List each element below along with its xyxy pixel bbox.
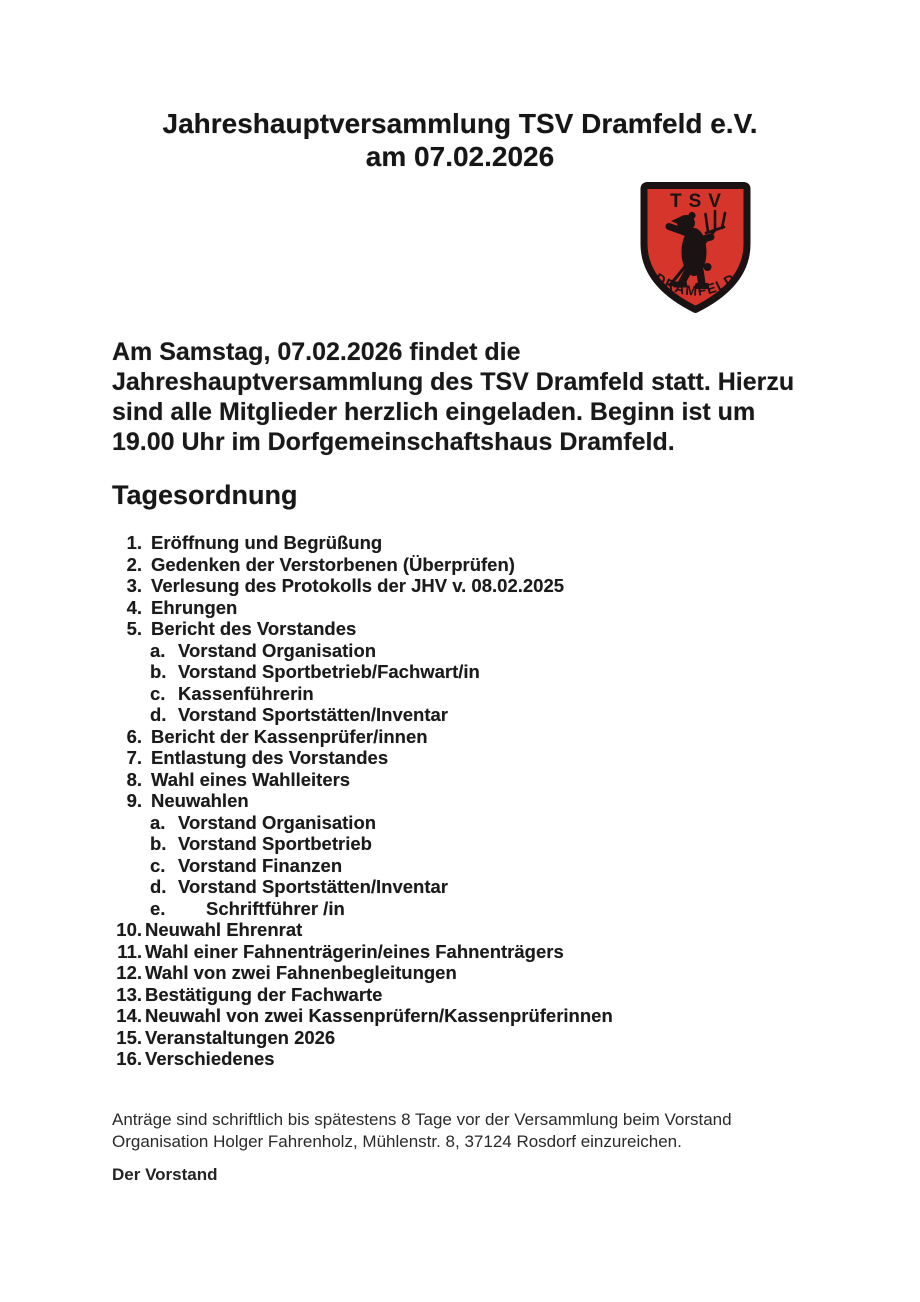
agenda-item-number: 7. (126, 747, 142, 768)
agenda-item-label: Wahl eines Wahlleiters (151, 768, 351, 790)
agenda-item-number: 5. (126, 618, 142, 639)
agenda-item-label: Verschiedenes (145, 1048, 275, 1069)
agenda-item (0, 984, 920, 1006)
agenda-item-label: Ehrungen (151, 596, 238, 618)
agenda-item (0, 941, 920, 963)
motions-note-line: Anträge sind schriftlich bis spätestens 8 Tage vor der Versammlung beim Vorstand (112, 1110, 732, 1129)
agenda-list (0, 532, 920, 1070)
agenda-item-label: Neuwahl von zwei Kassenprüfern/Kassenprüferinnen (145, 1005, 613, 1026)
agenda-subitem (0, 640, 920, 662)
agenda-subitem (0, 683, 920, 705)
agenda-item-number: a. (150, 639, 166, 661)
agenda-item-number: a. (150, 811, 166, 833)
agenda-item-label: Neuwahlen (151, 790, 249, 811)
agenda-item-number: b. (150, 833, 167, 854)
crest-shield-icon (633, 180, 758, 318)
crest-top-text: TSV (670, 191, 728, 212)
agenda-item-label: Eröffnung und Begrüßung (151, 532, 383, 553)
agenda-item-label: Vorstand Sportstätten/Inventar (178, 704, 449, 725)
page-title (0, 107, 920, 173)
agenda-item-label: Schriftführer /in (206, 897, 345, 919)
page-title-line1: Jahreshauptversammlung TSV Dramfeld e.V. (162, 108, 758, 139)
agenda-item-number: 14. (116, 1005, 142, 1026)
agenda-heading: Tagesordnung (112, 480, 298, 510)
agenda-item-label: Verlesung des Protokolls der JHV v. 08.02.2025 (151, 575, 565, 596)
agenda-item-label: Bestätigung der Fachwarte (145, 983, 383, 1005)
agenda-item-label: Entlastung des Vorstandes (151, 747, 389, 768)
agenda-item-label: Bericht des Vorstandes (151, 618, 357, 639)
agenda-subitem (0, 898, 920, 920)
agenda-item-number: 12. (116, 962, 142, 983)
agenda-item-number: 4. (126, 596, 142, 618)
intro-line: 19.00 Uhr im Dorfgemeinschaftshaus Dramfeld. (112, 428, 675, 456)
intro-line: Jahreshauptversammlung des TSV Dramfeld statt. Hierzu (112, 368, 795, 396)
agenda-item-number: 3. (126, 575, 142, 596)
agenda-item-number: 15. (116, 1026, 142, 1048)
intro-line: Am Samstag, 07.02.2026 findet die (112, 338, 521, 366)
agenda-item-label: Bericht der Kassenprüfer/innen (151, 725, 428, 747)
agenda-item (0, 597, 920, 619)
agenda-item (0, 769, 920, 791)
agenda-subitem (0, 833, 920, 855)
intro-paragraph (112, 337, 794, 457)
agenda-subitem (0, 876, 920, 898)
agenda-item-label: Vorstand Sportbetrieb/Fachwart/in (178, 661, 480, 682)
agenda-item-label: Neuwahl Ehrenrat (145, 919, 303, 940)
agenda-item (0, 747, 920, 769)
agenda-subitem (0, 812, 920, 834)
agenda-item-label: Wahl einer Fahnenträgerin/eines Fahnenträgers (145, 940, 564, 962)
agenda-item-label: Vorstand Finanzen (178, 854, 343, 876)
intro-line: sind alle Mitglieder herzlich eingeladen. Beginn ist um (112, 398, 756, 426)
crest-bottom-text: DRAMFELD (651, 269, 740, 299)
agenda-subitem (0, 661, 920, 683)
agenda-item-number: c. (150, 682, 166, 704)
agenda-item-label: Vorstand Sportbetrieb (178, 833, 372, 854)
agenda-item (0, 554, 920, 576)
agenda-item (0, 532, 920, 554)
agenda-item-number: e. (150, 897, 166, 919)
agenda-item (0, 962, 920, 984)
agenda-item-number: 10. (116, 919, 142, 940)
agenda-item-number: 2. (126, 553, 142, 575)
agenda-item-label: Vorstand Organisation (178, 811, 377, 833)
agenda-item-label: Kassenführerin (178, 682, 314, 704)
agenda-item (0, 919, 920, 941)
agenda-item-number: b. (150, 661, 167, 682)
agenda-item-number: 1. (126, 532, 142, 553)
agenda-item-number: 9. (126, 790, 142, 811)
agenda-item (0, 575, 920, 597)
agenda-item-number: 11. (117, 940, 142, 962)
agenda-subitem (0, 704, 920, 726)
agenda-item (0, 1048, 920, 1070)
agenda-item-number: 16. (116, 1048, 142, 1069)
agenda-item (0, 1005, 920, 1027)
agenda-item-label: Veranstaltungen 2026 (145, 1026, 336, 1048)
agenda-item-number: d. (150, 704, 167, 725)
signature-text: Der Vorstand (112, 1165, 218, 1184)
page-title-line2: am 07.02.2026 (365, 141, 555, 172)
agenda-item-number: 13. (116, 983, 142, 1005)
agenda-item (0, 618, 920, 640)
agenda-item-label: Vorstand Organisation (178, 639, 377, 661)
tsv-dramfeld-crest-logo (633, 180, 758, 318)
agenda-item-number: c. (150, 854, 166, 876)
agenda-subitem (0, 855, 920, 877)
agenda-item-label: Gedenken der Verstorbenen (Überprüfen) (151, 553, 515, 575)
agenda-item-number: 8. (126, 768, 142, 790)
agenda-item (0, 726, 920, 748)
agenda-item-label: Vorstand Sportstätten/Inventar (178, 876, 449, 897)
agenda-item (0, 1027, 920, 1049)
agenda-item-number: d. (150, 876, 167, 897)
agenda-item-number: 6. (126, 725, 142, 747)
motions-note-line: Organisation Holger Fahrenholz, Mühlenstr. 8, 37124 Rosdorf einzureichen. (112, 1132, 682, 1151)
agenda-item-label: Wahl von zwei Fahnenbegleitungen (145, 962, 457, 983)
agenda-item (0, 790, 920, 812)
motions-note (112, 1109, 732, 1153)
